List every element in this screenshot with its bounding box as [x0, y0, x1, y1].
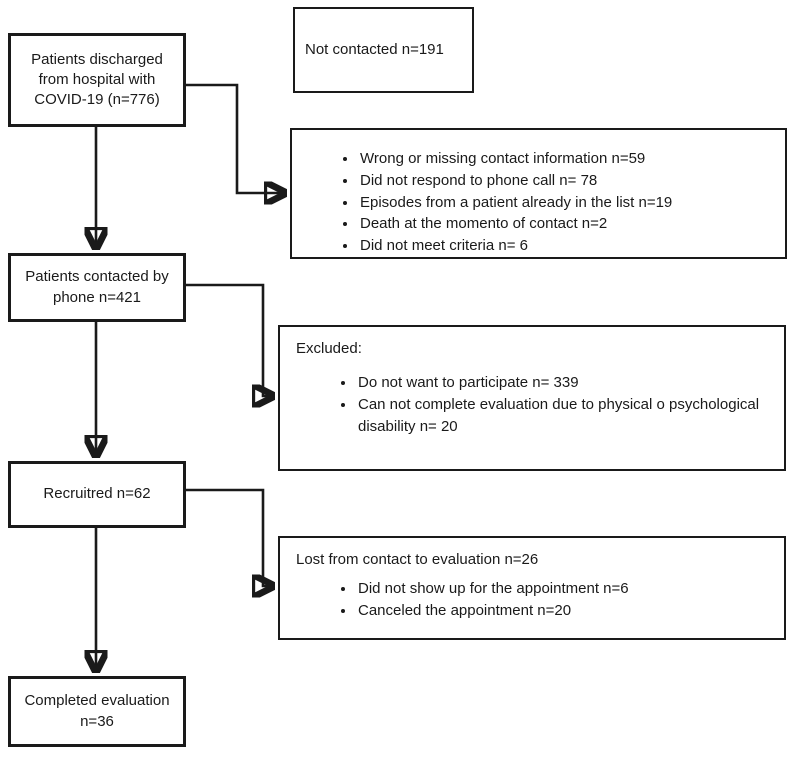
- reason-item: • Did not respond to phone call n= 78: [358, 170, 771, 192]
- box-recruited-label: Recruitred n=62: [43, 485, 151, 503]
- reason-item: • Death at the momento of contact n=2: [358, 213, 771, 235]
- box-patients-discharged-label: Patients discharged from hospital with COVID-19 (n=776): [31, 50, 163, 109]
- lost-item: • Did not show up for the appointment n=6: [356, 578, 770, 600]
- box-patients-discharged: [8, 33, 186, 127]
- excluded-item: • Do not want to participate n= 339: [356, 372, 770, 394]
- box-not-contacted-reasons: [290, 128, 787, 259]
- excluded-list: [294, 372, 770, 437]
- box-completed-evaluation-label: Completed evaluation n=36: [24, 692, 170, 730]
- reason-item: • Did not meet criteria n= 6: [358, 235, 771, 257]
- box-recruited: [8, 461, 186, 528]
- lost-title: Lost from contact to evaluation n=26: [296, 551, 539, 568]
- box-patients-contacted: [8, 253, 186, 322]
- lost-item: • Canceled the appointment n=20: [356, 600, 770, 622]
- box-lost-to-evaluation: [278, 536, 786, 640]
- box-excluded: [278, 325, 786, 471]
- reason-item: • Wrong or missing contact information n=59: [358, 148, 771, 170]
- box-not-contacted: [293, 7, 474, 93]
- reason-item: • Episodes from a patient already in the list n=19: [358, 192, 771, 214]
- arrow-recruited-to-lost: [186, 490, 270, 586]
- excluded-title: Excluded:: [296, 340, 362, 357]
- arrow-discharged-to-reasons: [186, 85, 282, 193]
- excluded-item: • Can not complete evaluation due to physical o psychological disability n= 20: [356, 394, 770, 438]
- arrow-contacted-to-excluded: [186, 285, 270, 396]
- box-patients-contacted-label: Patients contacted by phone n=421: [25, 268, 169, 306]
- lost-list: [294, 578, 770, 622]
- box-completed-evaluation: [8, 676, 186, 747]
- box-not-contacted-label: Not contacted n=191: [305, 40, 444, 58]
- not-contacted-reasons-list: [306, 148, 771, 257]
